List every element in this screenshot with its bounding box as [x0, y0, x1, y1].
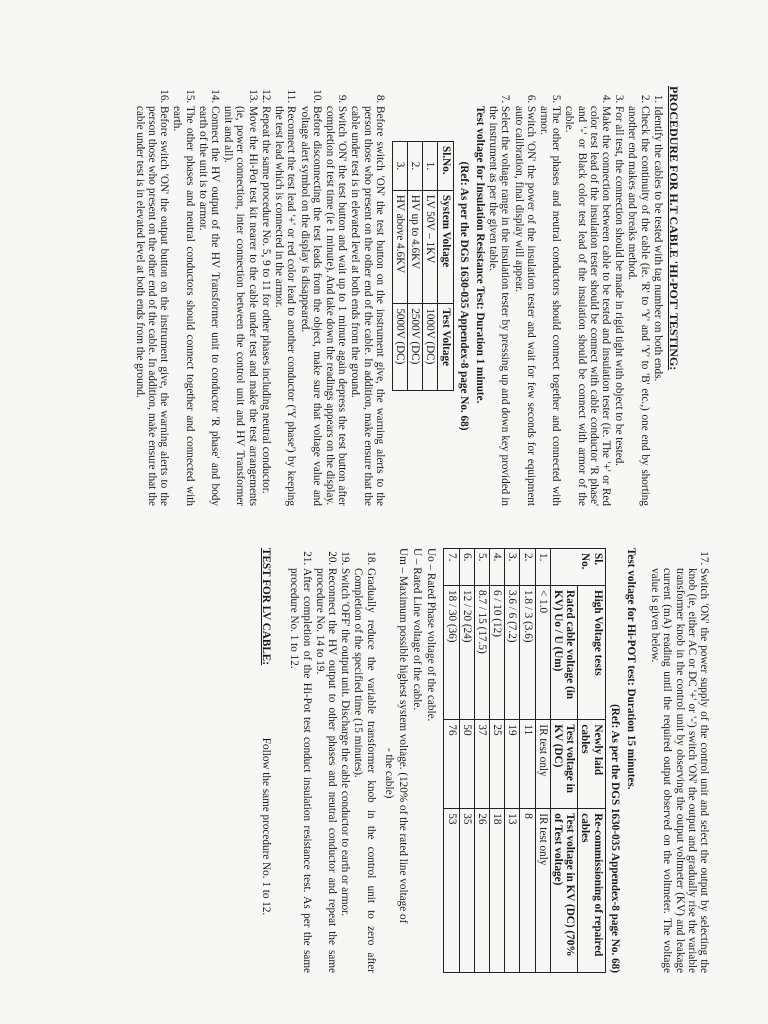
table-cell: 1. — [535, 549, 550, 586]
table-header-cell: Test voltage in KV (DC) — [550, 720, 577, 809]
hv-table-title: Test voltage for Hi-POT test: Duration 15 minutes. — [624, 548, 637, 790]
step-18: 18. Gradually reduce the variable transformer knob in the control unit to zero after Completion of the specified time (15 minutes). — [352, 568, 376, 973]
table-cell: 7. — [444, 549, 459, 586]
table-header-cell: Newly laid cables — [578, 720, 605, 809]
table-row — [444, 549, 459, 973]
table-cell: 8 — [520, 809, 535, 973]
step-16: 16. Before switch 'ON' the output button on the instrument give, the warning alerts to the person those who present on the other end of the cable. In addition, make ensure that the cable under test is in elevated level at both ends from the ground. — [134, 106, 171, 506]
table-cell: 2. — [520, 549, 535, 586]
note-u: U – Rated Line voltage of the cable. — [411, 548, 424, 711]
table-cell: 3. — [392, 142, 407, 191]
table-cell: 37 — [474, 720, 489, 809]
ir-test-voltage-table — [392, 141, 454, 391]
step-15: 15. The other phases and neutral conductors should connect together and connected with earth. — [171, 106, 195, 506]
table-cell: 8.7 / 15 (17.5) — [474, 586, 489, 720]
step-17: 17. Switch 'ON' the power supply of the control unit and select the output by selecting the knob (ie, either AC or DC '+' or '-') switch 'ON' the output and gradually rise the variable transformer knob in the control unit by observing the output voltmeter (KV) and leakage current (mA) reading until the required output observed on the voltmeter. The voltage value is given below. — [649, 568, 710, 973]
table-cell: IR test only — [535, 809, 550, 973]
table-header-cell: System Voltage — [438, 190, 453, 304]
steps-list-a — [487, 86, 664, 506]
right-column — [260, 548, 710, 973]
table-header-row — [550, 549, 577, 973]
step-8: 8. Before switch 'ON' the test button on the instrument give, the warning alerts to the person those who present on the other end of the cable. In addition, make ensure that the cable under test is in elevated level at both ends from the ground. — [349, 106, 386, 506]
table-row — [407, 142, 422, 391]
table-row — [489, 549, 504, 973]
table-cell: 53 — [444, 809, 459, 973]
steps-list-17 — [649, 548, 710, 973]
left-column — [133, 86, 680, 506]
table-cell: 6 / 10 (12) — [489, 586, 504, 720]
table-cell: 1. — [423, 142, 438, 191]
table-cell: 1000V (DC) — [423, 304, 438, 391]
table-row — [392, 142, 407, 391]
table-cell: 18 / 30 (36) — [444, 586, 459, 720]
table-cell: 2. — [407, 142, 422, 191]
table-cell: 50 — [459, 720, 474, 809]
hv-table-ref: (Ref: As per the DGS 1630-035 Appendex-8 page No. 68) — [608, 704, 621, 973]
hipot-test-voltage-table — [443, 548, 605, 973]
table-header-cell: High Voltage tests — [578, 586, 605, 720]
table-cell: 5. — [474, 549, 489, 586]
lv-cable-section — [260, 548, 272, 973]
step-13: 13. Move the Hi-Pot test kit nearer to the cable under test and make the test arrangements (ie, power connection, inter connection between the control unit and HV Transformer unit and all). — [222, 106, 259, 506]
step-20: 20. Reconnect the HV output to other phases and neutral conductor and repeat the same procedure No. 14 to 19. — [314, 568, 338, 973]
step-14: 14. Connect the HV output of the HV Transformer unit to conductor 'R phase' and body earth of the unit is to armor. — [197, 106, 221, 506]
step-11: 11. Reconnect the test lead '+' or red color lead to another conductor ('Y phase') by keeping the test lead which is connected in the armor. — [273, 106, 297, 506]
table-row — [535, 549, 550, 973]
table-cell: 19 — [505, 720, 520, 809]
table-header-cell: Re-commissioning of repaired cables — [578, 809, 605, 973]
step-4: 4. Make the connection between cable to be tested and insulation tester (ie. The '+' or Red color test lead of the insulation tester should be connect with cable conductor 'R phase' and '-' or Black color test lead of the insulation should be connect with armor of the cable. — [563, 106, 612, 506]
step-5: 5. The other phases and neutral conductors should connect together and connected with armor. — [538, 106, 562, 506]
table-cell: 1.8 / 3 (3.6) — [520, 586, 535, 720]
step-6: 6. Switch 'ON' the power of the insulation tester and wait for few seconds for equipment auto calibration, final display will appear. — [512, 106, 536, 506]
table-cell: < 1.0 — [535, 586, 550, 720]
note-um-cont: - the cable) — [382, 748, 395, 799]
table-cell: 11 — [520, 720, 535, 809]
step-3: 3. For all test, the connection should be made in rigid tight with object to be tested. — [613, 106, 625, 506]
note-um: Um – Maximum possible highest system voltage. (120% of the rated line voltage of — [396, 548, 409, 924]
table-row — [459, 549, 474, 973]
note-uo: Uo – Rated Phase voltage of the cable. — [425, 548, 438, 722]
table-cell: 3. — [505, 549, 520, 586]
table-row — [474, 549, 489, 973]
table-cell: IR test only — [535, 720, 550, 809]
table-header-cell: Test voltage in KV (DC) (70% of Test voltage) — [550, 809, 577, 973]
table-cell: 76 — [444, 720, 459, 809]
table-header-cell: Sl.No. — [438, 142, 453, 191]
table-cell: LV 50V – 1KV — [423, 190, 438, 304]
step-2: 2. Check the continuity of the cable (ie. 'R' to 'Y' and 'Y' to 'B' etc.,) one end by shorting another end makes and breaks method. — [626, 106, 650, 506]
step-7: 7. Select the voltage range in the insulation tester by pressing up and down key provided in the instrument as per the given table. — [487, 106, 511, 506]
ir-table-ref: (Ref: As per the DGS 1630-035 Appendex-8 page No. 68) — [457, 161, 470, 431]
step-19: 19. Switch 'OFF' the output unit. Discharge the cable conductor to earth or armor. — [339, 568, 351, 973]
ir-table-title: Test voltage for Insulation Resistance Test: Duration 1 minute. — [473, 106, 486, 404]
table-cell: 3.6 / 6 (7.2) — [505, 586, 520, 720]
table-cell: 6. — [459, 549, 474, 586]
table-cell: 35 — [459, 809, 474, 973]
table-cell: 18 — [489, 809, 504, 973]
step-10: 10. Before disconnecting the test leads from the object, make sure that voltage value and voltage alert symbol on the display is disappeared. — [298, 106, 322, 506]
table-cell: 25 — [489, 720, 504, 809]
lv-text: Follow the same procedure No. 1 to 12. — [260, 737, 273, 916]
table-row — [423, 142, 438, 391]
steps-list-b — [134, 86, 386, 506]
table-header-cell: Rated cable voltage (in KV) Uo / U (Um) — [550, 586, 577, 720]
procedure-heading: PROCEDURE FOR H.T CABLE 'HI-POT' TESTING: — [667, 86, 681, 371]
table-header-row — [438, 142, 453, 391]
lv-heading: TEST FOR LV CABLE: — [260, 548, 273, 665]
step-21: 21. After completion of the Hi-Pot test conduct insulation resistance test. As per the same procedure No. 1 to 12. — [288, 568, 312, 973]
step-9: 9. Switch 'ON' the test button and wait up to 1 minute again depress the test button after completion of test time (ie 1 minute). And take down the readings appears on the display. — [324, 106, 348, 506]
table-cell: 2500V (DC) — [407, 304, 422, 391]
table-row — [505, 549, 520, 973]
table-header-cell: Test Voltage — [438, 304, 453, 391]
table-cell: 12 / 20 (24) — [459, 586, 474, 720]
steps-list-c — [288, 548, 376, 973]
table-row — [520, 549, 535, 973]
table-header-cell: Sl. No. — [550, 549, 605, 586]
table-cell: 26 — [474, 809, 489, 973]
step-12: 12. Repeat the same procedure No. 5, 9 to 11 for other phases including neutral conductor. — [260, 106, 272, 506]
table-cell: HV up to 4.6KV — [407, 190, 422, 304]
table-cell: HV above 4.6KV — [392, 190, 407, 304]
table-cell: 4. — [489, 549, 504, 586]
table-header-row — [578, 549, 605, 973]
table-cell: 13 — [505, 809, 520, 973]
table-cell: 5000V (DC) — [392, 304, 407, 391]
step-1: 1. Identify the cables to be tested with tag number on both ends. — [652, 106, 664, 506]
